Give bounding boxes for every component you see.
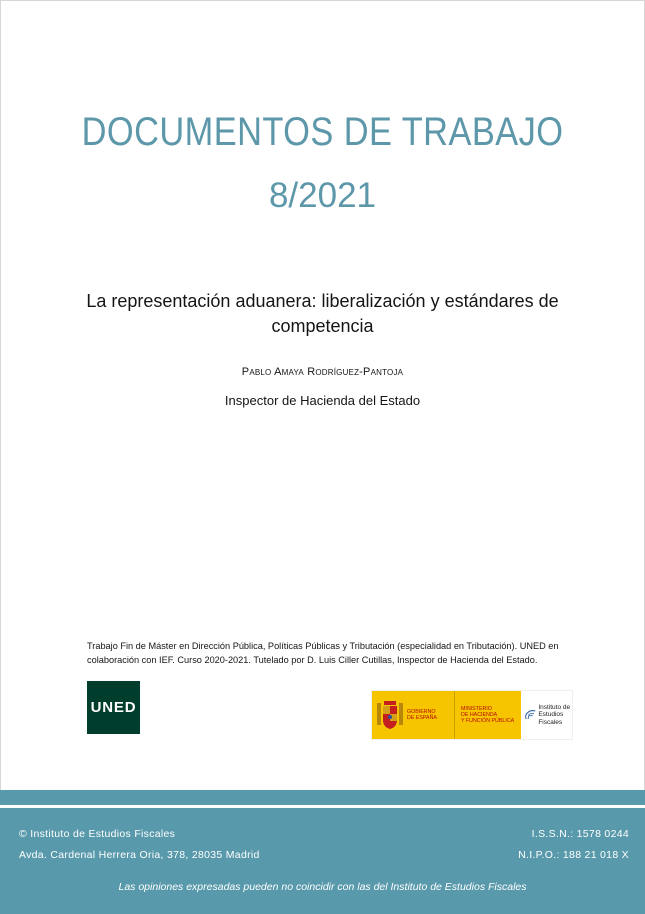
document-number: 8/2021: [268, 176, 377, 215]
footer-nipo: N.I.P.O.: 188 21 018 X: [518, 849, 629, 861]
gobierno-line-2: DE ESPAÑA: [407, 715, 437, 721]
uned-logo: [87, 681, 140, 734]
ief-mark: [524, 704, 572, 727]
ief-line-2: Estudios Fiscales: [538, 711, 564, 726]
footer-stripe: [0, 790, 645, 805]
government-logo: [371, 690, 573, 740]
author-role: Inspector de Hacienda del Estado: [224, 393, 421, 408]
ief-line-1: Instituto de: [538, 703, 571, 711]
ministerio-line-1: MINISTERIO: [461, 705, 492, 712]
coat-of-arms-icon: [376, 697, 404, 733]
gobierno-de-espana-block: [372, 691, 455, 739]
ief-logo-icon: [524, 707, 537, 723]
footer-disclaimer: Las opiniones expresadas pueden no coincidir con las del Instituto de Estudios Fiscales: [118, 881, 527, 893]
ministerio-line-3: Y FUNCIÓN PÚBLICA: [461, 718, 515, 725]
author-name: Pablo Amaya Rodríguez-Pantoja: [241, 366, 404, 378]
footer-copyright: © Instituto de Estudios Fiscales: [19, 828, 176, 840]
series-title: DOCUMENTOS DE TRABAJO: [81, 110, 564, 154]
ief-label: [538, 704, 572, 727]
ministerio-block: [455, 691, 521, 739]
footer: [0, 808, 645, 914]
gobierno-label: [407, 709, 437, 722]
uned-logo-text: UNED: [90, 699, 137, 716]
footer-address: Avda. Cardenal Herrera Oria, 378, 28035 Madrid: [19, 849, 260, 861]
footer-issn: I.S.S.N.: 1578 0244: [531, 828, 629, 840]
document-title: La representación aduanera: liberalización y estándares de competencia: [86, 291, 559, 336]
gobierno-line-1: GOBIERNO: [407, 708, 436, 715]
ief-logo: [521, 691, 572, 739]
ministerio-label: [461, 706, 514, 725]
ministerio-line-2: DE HACIENDA: [461, 711, 498, 718]
thesis-note: Trabajo Fin de Máster en Dirección Pública, Políticas Públicas y Tributación (especialidad en Tributación). UNED en colaboración con IEF. Curso 2020-2021. Tutelado por D. Luis Ciller Cutillas, Inspector de Hacienda del Estado.: [87, 641, 559, 665]
